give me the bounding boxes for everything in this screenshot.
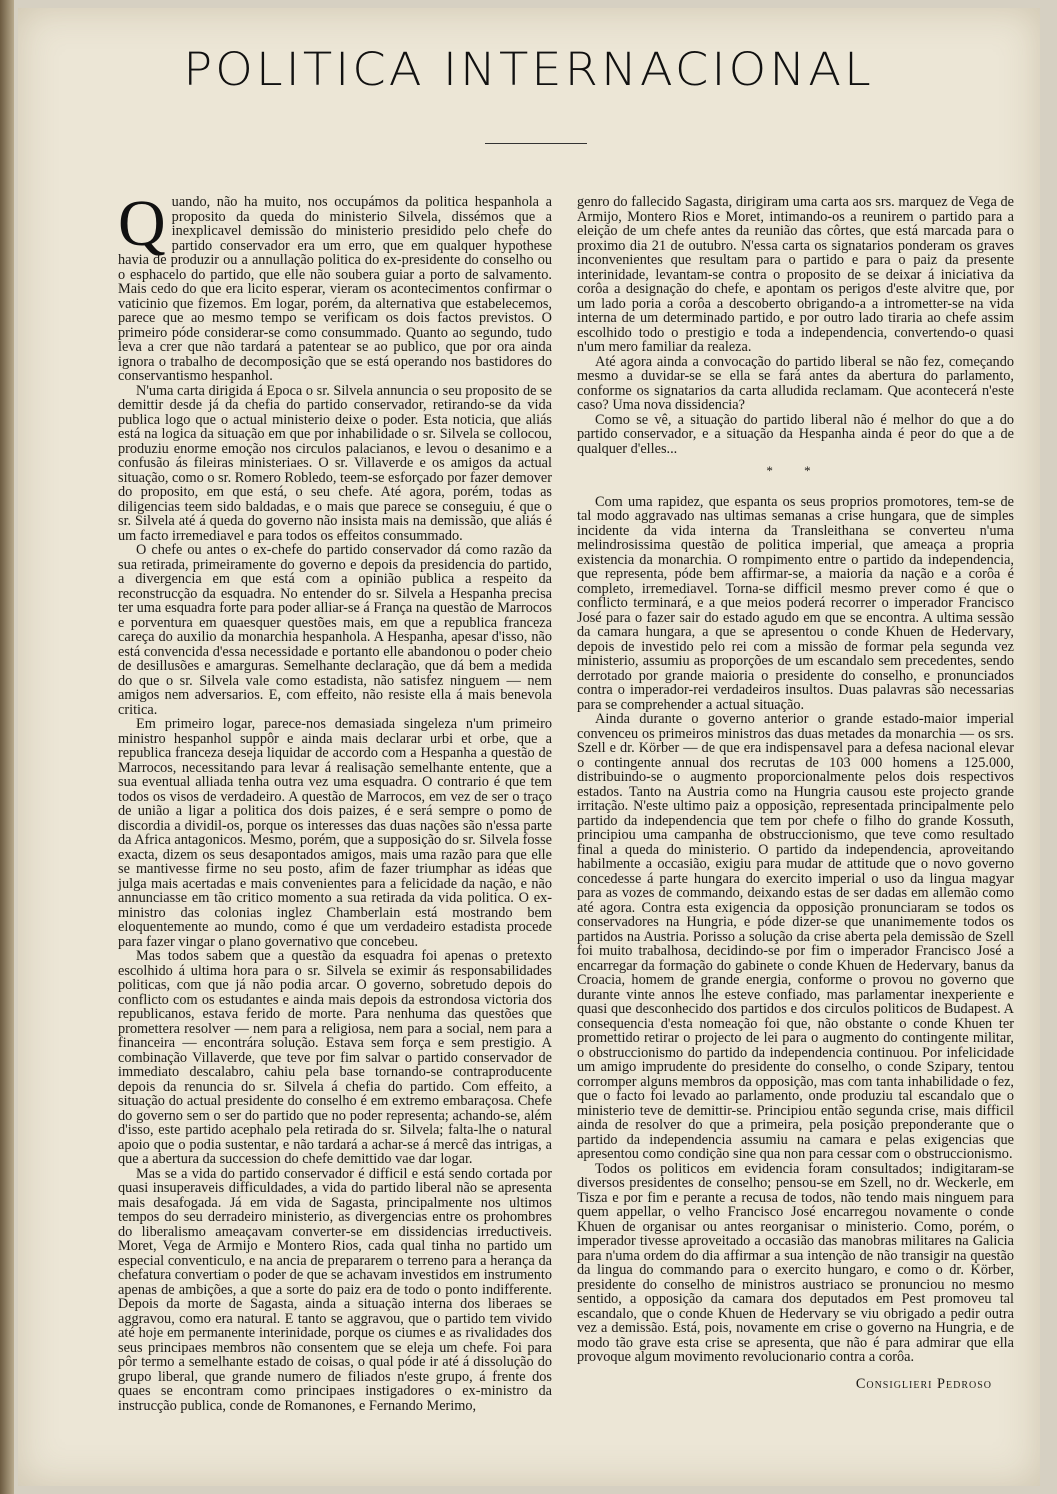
article-paragraph: genro do fallecido Sagasta, dirigiram uma carta aos srs. marquez de Vega de Armijo, Montero Rios e Moret, intimando-os a reunirem o partido para a eleição de um chefe antes da reunião das côrtes, que está marcada para o proximo dia 21 de outubro. N'essa carta os signatarios ponderam os graves inconvenientes que resultam para o partido e para o paiz da presente interinidade, levantam-se contra o proposito de se deixar á iniciativa da corôa a designação do chefe, e apontam os perigos d'este alvitre que, por um lado poria a corôa a descoberto obrigando-a a intrometter-se na vida interna de um determinado partido, e por outro lado tiraria ao chefe assim escolhido todo o prestigio e toda a independencia, convertendo-o quasi n'um mero familiar da realeza. <box>577 194 1014 355</box>
article-paragraph: Mas se a vida do partido conservador é difficil e está sendo cortada por quasi insuperaveis difficuldades, a vida do partido liberal não se apresenta mais desafogada. Já em vida de Sagasta, principalmente nos ultimos tempos do seu derradeiro ministerio, as divergencias entre os prohombres do liberalismo ameaçavam converter-se em dissidencias irreductiveis. Moret, Vega de Armijo e Montero Rios, cada qual tinha no partido um especial conventiculo, e na ancia de prepararem o terreno para a herança da chefatura convertiam o poder de que se achavam investidos em instrumento apenas de ambições, a que a sorte do paiz era de todo o ponto indifferente. Depois da morte de Sagasta, ainda a situação interna dos liberaes se aggravou, como era natural. E tanto se aggravou, que o partido tem vivido até hoje em permanente interinidade, porque os ciumes e as rivalidades dos seus principaes membros não consentem que se eleja um chefe. Foi para pôr termo a semelhante estado de coisas, o qual póde ir até á dissolução do grupo liberal, que grande numero de filiados n'este grupo, á frente dos quaes se encontram como principaes instigadores o ex-ministro da instrucção publica, conde de Romanones, e Fernando Merimo, <box>118 1165 552 1414</box>
page-binding <box>0 0 14 1494</box>
right-column <box>577 195 1014 1391</box>
drop-cap: Q <box>118 187 166 260</box>
article-paragraph: N'uma carta dirigida á Epoca o sr. Silvela annuncia o seu proposito de se demittir desde já da chefia do partido conservador, retirando-se da vida publica logo que o actual ministerio deixe o poder. Esta noticia, que aliás está na logica da situação em que por inhabilidade o sr. Silvela se collocou, produziu enorme emoção nos circulos palacianos, e levou o desanimo e a confusão ás fileiras ministeriaes. O sr. Villaverde e os amigos da actual situação, como o sr. Romero Robledo, teem-se esforçado por fazer demover do proposito, em que está, o seu chefe. Até agora, porém, todas as diligencias teem sido baldadas, e o mais que parece se conseguiu, é que o sr. Silvela até á queda do governo não insista mais na demissão, que aliás é um facto irremediavel e para todos os effeitos consummado. <box>118 382 552 544</box>
article-paragraph: O chefe ou antes o ex-chefe do partido conservador dá como razão da sua retirada, primeiramente do governo e depois da presidencia do partido, a divergencia em que está com a opinião publica a respeito da reconstrucção da esquadra. No entender do sr. Silvela a Hespanha precisa ter uma esquadra forte para poder alliar-se á França na questão de Marrocos e porventura em quaesquer questões mais, em que a republica franceza careça do auxilio da monarchia hespanhola. A Hespanha, apesar d'isso, não está convencida d'essa necessidade e portanto elle abandonou o poder cheio de desillusões e amarguras. Semelhante declaração, que dá bem a medida do que o sr. Silvela vale como estadista, não satisfez ninguem — nem amigos nem adversarios. E, com effeito, não resiste ella á mais benevola critica. <box>118 542 552 718</box>
page-title: POLITICA INTERNACIONAL <box>183 43 874 97</box>
article-paragraph: Como se vê, a situação do partido liberal não é melhor do que a do partido conservador, e a situação da Hespanha ainda é peor do que a de qualquer d'elles... <box>577 411 1014 457</box>
author-signature: Consiglieri Pedroso <box>855 1375 992 1392</box>
article-paragraph: Com uma rapidez, que espanta os seus proprios promotores, tem-se de tal modo aggravado nas ultimas semanas a crise hungara, que de simples incidente da vida interna da Transleithana se converteu n'uma melindrosissima questão de politica imperial, que ameaça a propria existencia da monarchia. O rompimento entre o partido da independencia, que representa, póde bem affirmar-se, a maioria da nação e a corôa é completo, irremediavel. Torna-se difficil mesmo prever como é que o conflicto terminará, e a que meios poderá recorrer o imperador Francisco José para o fazer sair do estado agudo em que se encontra. A ultima sessão da camara hungara, a que se apresentou o conde Khuen de Hedervary, depois de investido pelo rei com a missão de formar pela segunda vez ministerio, assumiu as proporções de um escandalo sem precedentes, sendo derrotado por grande maioria o presidente do conselho, e pronunciados contra o imperador-rei verdadeiros insultos. Duas palavras são necessarias para se comprehender a actual situação. <box>577 493 1014 713</box>
article-paragraph: Em primeiro logar, parece-nos demasiada singeleza n'um primeiro ministro hespanhol suppôr e ainda mais declarar urbi et orbe, que a republica franceza deseja liquidar de accordo com a Hespanha a questão de Marrocos, necessitando para levar á realisação semelhante entente, que a sua eventual alliada tenha outra vez uma esquadra. O contrario é que tem todos os visos de verdadeiro. A questão de Marrocos, em vez de ser o traço de união a ligar a politica dos dois paizes, é e será sempre o pomo de discordia a dividil-os, porque os interesses das duas nações são n'essa parte da Africa antagonicos. Mesmo, porém, que a supposição do sr. Silvela fosse exacta, dizem os seus desapontados amigos, mais uma razão para que elle se mantivesse firme no seu posto, afim de fazer triumphar as idéas que julga mais acertadas e mais convenientes para a felicidade da nação, e não annunciasse em tão critico momento a sua retirada da vida politica. O ex-ministro das colonias inglez Chamberlain está mostrando bem eloquentemente ao mundo, como é que um verdadeiro estadista procede para fazer vingar o plano governativo que concebeu. <box>118 716 552 950</box>
article-paragraph: Quando, não ha muito, nos occupámos da politica hespanhola a proposito da queda do ministerio Silvela, dissémos que a inexplicavel demissão do ministerio presidido pelo chefe do partido conservador era um erro, que em qualquer hypothese havia de produzir ou a annullação politica do ex-presidente do conselho ou o esphacelo do partido, que elle não soubera guiar a porto de salvamento. Mais cedo do que era licito esperar, vieram os acontecimentos confirmar o vaticinio que fizemos. Em logar, porém, da alternativa que estabelecemos, parece que ao mesmo tempo se verificam os dois factos previstos. O primeiro póde considerar-se como consummado. Quanto ao segundo, tudo leva a crer que não tardará a patentear se ao publico, que por ora ainda ignora o trabalho de decomposição que se está operando nos bastidores do conservantismo hespanhol. <box>118 187 552 384</box>
title-divider <box>485 143 587 144</box>
left-column <box>118 187 552 1414</box>
article-paragraph: Até agora ainda a convocação do partido liberal se não fez, começando mesmo a duvidar-se se ella se fará antes da abertura do parlamento, conforme os signatarios da carta alludida reclamam. Que acontecerá n'este caso? Uma nova dissidencia? <box>577 353 1014 413</box>
article-paragraph: Todos os politicos em evidencia foram consultados; indigitaram-se diversos presidentes de conselho; pensou-se em Szell, no dr. Weckerle, em Tisza e por fim e perante a recusa de todos, não tendo mais ninguem para quem appellar, o velho Francisco José encarregou novamente o conde Khuen de organisar ou antes reorganisar o ministerio. Como, porém, o imperador tivesse aproveitado a occasião das manobras militares na Galicia para n'uma ordem do dia affirmar a sua intenção de não transigir na questão da lingua do commando para o exercito hungaro, e como o dr. Körber, presidente do conselho de ministros austriaco se pronunciou no mesmo sentido, a opposição da camara dos deputados em Pest promoveu tal escandalo, que o conde Khuen de Hedervary se viu obrigado a pedir outra vez a demissão. Está, pois, novamente em crise o governo na Hungria, e de modo tão grave esta crise se apresenta, que não é para admirar que ella provoque algum movimento revolucionario contra a corôa. <box>577 1160 1014 1365</box>
article-paragraph: Ainda durante o governo anterior o grande estado-maior imperial convenceu os primeiros ministros das duas metades da monarchia — os srs. Szell e dr. Körber — de que era indispensavel para a defesa nacional elevar o contingente annual dos recrutas de 103 000 homens a 125.000, distribuindo-se o augmento proporcionalmente pelos dois respectivos estados. Tanto na Austria como na Hungria causou este projecto grande irritação. N'este ultimo paiz a opposição, representada principalmente pelo partido da independencia que tem por chefe o filho do grande Kossuth, principiou uma campanha de obstruccionismo, que teve como resultado final a queda do ministerio. O partido da independencia, aproveitando habilmente a occasião, exigiu para mudar de attitude que o novo governo concedesse á parte hungara do exercito imperial o uso da lingua magyar para as vozes de commando, deixando estas de ser dadas em allemão como até agora. Contra esta exigencia da opposição pronunciaram se todos os conservadores na Hungria, e póde dizer-se que unanimemente todos os partidos na Austria. Porisso a solução da crise aberta pela demissão de Szell foi muito trabalhosa, decidindo-se por fim o imperador Francisco José a encarregar da formação do gabinete o conde Khuen de Hedervary, banus da Croacia, homem de grande energia, conforme o provou no governo que durante vinte annos lhe esteve confiado, mas parlamentar inexperiente e quasi que desconhecido dos partidos e dos circulos politicos de Budapest. A consequencia d'esta nomeação foi que, não obstante o conde Khuen ter promettido retirar o projecto de lei para o augmento do contingente militar, o obstruccionismo do partido da independencia continuou. Por infelicidade um amigo imprudente do presidente do conselho, o conde Szipary, tentou corromper alguns membros da opposição, mas com tanta inhabilidade o fez, que o facto foi levado ao parlamento, onde produziu tal escandalo que o ministerio teve de demittir-se. Principiou então segunda crise, mais difficil ainda de resolver do que a primeira, pela posição preponderante que o partido da independencia assumiu na camara e pelas exigencias que apresentou como condição sine qua non para cessar com o obstruccionismo. <box>577 711 1014 1162</box>
article-paragraph: Mas todos sabem que a questão da esquadra foi apenas o pretexto escolhido á ultima hora para o sr. Silvela se eximir ás responsabilidades politicas, com que já não podia arcar. O governo, sobretudo depois do conflicto com os estudantes e ainda mais depois da estrondosa victoria dos republicanos, estava ferido de morte. Para nenhuma das questões que promettera resolver — nem para a religiosa, nem para a social, nem para a financeira — encontrára solução. Estava sem força e sem prestigio. A combinação Villaverde, que teve por fim salvar o partido conservador de immediato descalabro, cahiu pela base tornando-se contraproducente depois da renuncia do sr. Silvela á chefia do partido. Com effeito, a situação do actual presidente do conselho é em extremo embaraçosa. Chefe do governo sem o ser do partido que no poder representa; achando-se, além d'isso, este partido acephalo pela retirada do sr. Silvela; falta-lhe o natural apoio que o podia sustentar, e não tardará a achar-se á mercê das intrigas, a que a abertura da succession do chefe demittido vae dar logar. <box>118 948 552 1167</box>
section-separator: * * <box>766 463 825 478</box>
